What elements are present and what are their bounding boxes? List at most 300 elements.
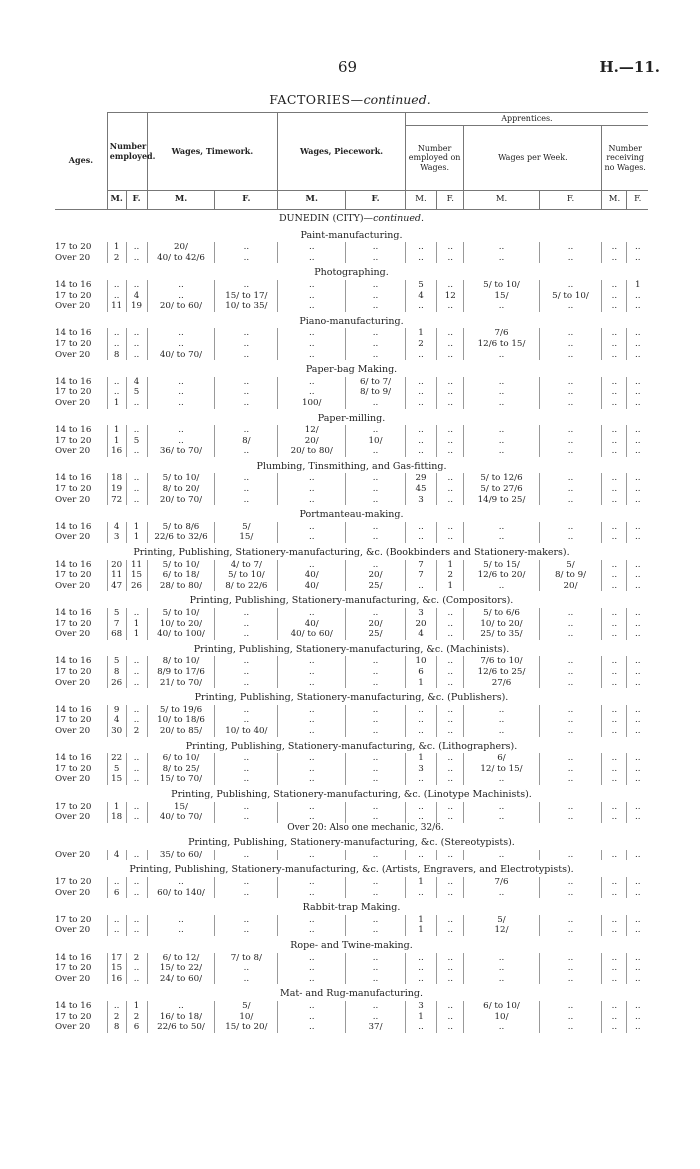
value-cell: ..: [627, 802, 648, 813]
value-cell: 5: [107, 764, 126, 775]
table-row: [55, 253, 648, 264]
age-cell: Over 20: [55, 397, 91, 408]
value-cell: 1: [405, 753, 436, 764]
value-cell: 15/: [464, 291, 539, 302]
table-row: [55, 667, 648, 678]
value-cell: ..: [464, 522, 539, 533]
value-cell: 20: [107, 560, 126, 571]
value-cell: ..: [126, 495, 147, 506]
value-cell: 9: [107, 705, 126, 716]
value-cell: ..: [602, 522, 627, 533]
value-cell: 1: [405, 925, 436, 936]
value-cell: ..: [464, 812, 539, 823]
value-cell: ..: [627, 495, 648, 506]
category-title: Printing, Publishing, Stationery-manufacturing, &c. (Bookbinders and Stationery-makers).: [133, 547, 570, 559]
value-cell: 15: [107, 774, 126, 785]
value-cell: ..: [602, 667, 627, 678]
value-cell: ..: [627, 715, 648, 726]
age-cell: 17 to 20: [55, 963, 92, 974]
value-cell: ..: [346, 850, 406, 861]
value-cell: 1: [627, 280, 648, 291]
value-cell: ..: [627, 291, 648, 302]
value-cell: ..: [278, 877, 346, 888]
value-cell: 2: [107, 1012, 126, 1023]
value-cell: ..: [346, 953, 406, 964]
value-cell: 14/9 to 25/: [464, 495, 539, 506]
value-cell: ..: [539, 1012, 602, 1023]
header-m: M.: [107, 191, 126, 210]
value-cell: ..: [602, 726, 627, 737]
age-cell: 17 to 20: [55, 666, 92, 677]
value-cell: ..: [346, 888, 406, 899]
page-title-main: FACTORIES—: [269, 92, 364, 107]
value-cell: ..: [602, 291, 627, 302]
value-cell: ..: [278, 1001, 346, 1012]
value-cell: 1: [405, 678, 436, 689]
table-row: [55, 495, 648, 506]
value-cell: ..: [107, 280, 126, 291]
value-cell: ..: [346, 253, 406, 264]
value-cell: ..: [346, 678, 406, 689]
value-cell: ..: [627, 377, 648, 388]
value-cell: ..: [405, 963, 436, 974]
value-cell: ..: [215, 705, 278, 716]
section-row: [55, 210, 648, 226]
value-cell: ..: [627, 1012, 648, 1023]
value-cell: ..: [464, 888, 539, 899]
header-f: F.: [437, 191, 464, 210]
value-cell: 1: [126, 629, 147, 640]
value-cell: ..: [278, 328, 346, 339]
value-cell: 7/ to 8/: [215, 953, 278, 964]
value-cell: 40/: [278, 570, 346, 581]
page-number: 69: [338, 58, 358, 76]
value-cell: ..: [437, 328, 464, 339]
header-ages: Ages.: [55, 113, 107, 210]
value-cell: ..: [602, 280, 627, 291]
category-row: [55, 360, 648, 377]
value-cell: 4/ to 7/: [215, 560, 278, 571]
value-cell: ..: [215, 350, 278, 361]
value-cell: 11: [107, 301, 126, 312]
value-cell: ..: [539, 667, 602, 678]
value-cell: ..: [346, 656, 406, 667]
age-cell: Over 20: [55, 494, 91, 505]
value-cell: 10/ to 18/6: [147, 715, 215, 726]
value-cell: ..: [346, 473, 406, 484]
value-cell: ..: [437, 495, 464, 506]
value-cell: ..: [627, 387, 648, 398]
value-cell: ..: [539, 253, 602, 264]
age-cell: Over 20: [55, 973, 91, 984]
age-cell: Over 20: [55, 580, 91, 591]
value-cell: ..: [437, 656, 464, 667]
value-cell: 6/: [464, 753, 539, 764]
value-cell: ..: [437, 301, 464, 312]
value-cell: ..: [278, 522, 346, 533]
table-row: [55, 1022, 648, 1033]
value-cell: ..: [602, 436, 627, 447]
value-cell: 8: [107, 1022, 126, 1033]
value-cell: 16: [107, 974, 126, 985]
table-row: [55, 280, 648, 291]
value-cell: ..: [437, 350, 464, 361]
value-cell: ..: [278, 1022, 346, 1033]
value-cell: ..: [539, 812, 602, 823]
value-cell: ..: [346, 242, 406, 253]
value-cell: ..: [147, 436, 215, 447]
value-cell: ..: [346, 974, 406, 985]
value-cell: ..: [602, 1022, 627, 1033]
value-cell: ..: [602, 608, 627, 619]
value-cell: 1: [405, 915, 436, 926]
value-cell: 1: [126, 1001, 147, 1012]
value-cell: 4: [405, 291, 436, 302]
age-cell: Over 20: [55, 301, 91, 312]
value-cell: 36/ to 70/: [147, 446, 215, 457]
value-cell: ..: [126, 925, 147, 936]
value-cell: ..: [126, 667, 147, 678]
value-cell: ..: [405, 242, 436, 253]
value-cell: ..: [147, 387, 215, 398]
category-row: [55, 984, 648, 1001]
value-cell: 25/: [346, 629, 406, 640]
value-cell: 1: [107, 425, 126, 436]
value-cell: ..: [437, 888, 464, 899]
category-title: Printing, Publishing, Stationery-manufacturing, &c. (Linotype Machinists).: [171, 788, 532, 800]
value-cell: 37/: [346, 1022, 406, 1033]
value-cell: ..: [437, 774, 464, 785]
value-cell: ..: [627, 726, 648, 737]
value-cell: ..: [539, 705, 602, 716]
value-cell: ..: [602, 446, 627, 457]
table-row: [55, 608, 648, 619]
value-cell: 60/ to 140/: [147, 888, 215, 899]
value-cell: ..: [464, 705, 539, 716]
table-row: [55, 425, 648, 436]
value-cell: ..: [464, 715, 539, 726]
age-cell: 17 to 20: [55, 484, 92, 495]
value-cell: ..: [437, 532, 464, 543]
value-cell: ..: [602, 678, 627, 689]
value-cell: ..: [147, 1001, 215, 1012]
value-cell: 1: [107, 398, 126, 409]
value-cell: 5: [107, 608, 126, 619]
value-cell: 6: [107, 888, 126, 899]
value-cell: 12/ to 15/: [464, 764, 539, 775]
value-cell: ..: [278, 726, 346, 737]
value-cell: ..: [437, 387, 464, 398]
age-cell: 17 to 20: [55, 290, 92, 301]
value-cell: ..: [437, 242, 464, 253]
value-cell: ..: [437, 253, 464, 264]
value-cell: ..: [107, 387, 126, 398]
value-cell: ..: [346, 398, 406, 409]
value-cell: 16/ to 18/: [147, 1012, 215, 1023]
age-cell: 17 to 20: [55, 435, 92, 446]
category-title: Printing, Publishing, Stationery-manufacturing, &c. (Machinists).: [193, 643, 510, 655]
age-cell: 14 to 16: [55, 608, 92, 618]
value-cell: ..: [627, 484, 648, 495]
page-title: [0, 92, 700, 107]
value-cell: ..: [405, 974, 436, 985]
value-cell: 5: [107, 656, 126, 667]
value-cell: ..: [602, 1001, 627, 1012]
age-cell: 17 to 20: [55, 763, 92, 774]
value-cell: ..: [278, 253, 346, 264]
value-cell: ..: [602, 560, 627, 571]
value-cell: ..: [627, 953, 648, 964]
age-cell: 17 to 20: [55, 1011, 92, 1022]
value-cell: ..: [437, 812, 464, 823]
value-cell: 5/ to 15/: [464, 560, 539, 571]
value-cell: ..: [437, 608, 464, 619]
category-title: Printing, Publishing, Stationery-manufacturing, &c. (Compositors).: [189, 595, 514, 607]
value-cell: 2: [126, 726, 147, 737]
table-row: [55, 915, 648, 926]
value-cell: ..: [126, 608, 147, 619]
value-cell: ..: [215, 678, 278, 689]
value-cell: 7: [405, 560, 436, 571]
value-cell: ..: [346, 753, 406, 764]
value-cell: ..: [627, 446, 648, 457]
value-cell: 26: [126, 581, 147, 592]
value-cell: 5/ to 19/6: [147, 705, 215, 716]
value-cell: 5: [126, 436, 147, 447]
header-apprentices-no-wages: Number receiving no Wages.: [602, 126, 648, 191]
value-cell: ..: [346, 446, 406, 457]
header-m: M.: [602, 191, 627, 210]
value-cell: ..: [278, 339, 346, 350]
value-cell: ..: [215, 629, 278, 640]
age-cell: 14 to 16: [55, 952, 92, 963]
value-cell: ..: [539, 377, 602, 388]
value-cell: ..: [278, 753, 346, 764]
value-cell: ..: [346, 280, 406, 291]
value-cell: ..: [405, 705, 436, 716]
value-cell: ..: [464, 301, 539, 312]
header-f: F.: [215, 191, 278, 210]
value-cell: ..: [437, 436, 464, 447]
value-cell: ..: [539, 387, 602, 398]
table-row: [55, 328, 648, 339]
value-cell: ..: [107, 328, 126, 339]
value-cell: 4: [405, 629, 436, 640]
value-cell: ..: [405, 387, 436, 398]
value-cell: ..: [215, 753, 278, 764]
value-cell: 8: [107, 667, 126, 678]
value-cell: ..: [437, 1012, 464, 1023]
value-cell: ..: [602, 705, 627, 716]
value-cell: 40/: [278, 619, 346, 630]
age-cell: Over 20: [55, 349, 91, 360]
value-cell: ..: [464, 350, 539, 361]
value-cell: ..: [539, 242, 602, 253]
value-cell: ..: [539, 888, 602, 899]
value-cell: ..: [147, 877, 215, 888]
table-row: [55, 570, 648, 581]
value-cell: ..: [278, 715, 346, 726]
value-cell: ..: [627, 774, 648, 785]
value-cell: ..: [215, 425, 278, 436]
value-cell: ..: [539, 495, 602, 506]
value-cell: 20/: [346, 570, 406, 581]
section-title-text: DUNEDIN (CITY)—: [278, 213, 374, 224]
value-cell: ..: [405, 398, 436, 409]
value-cell: ..: [278, 678, 346, 689]
value-cell: 7/6: [464, 877, 539, 888]
value-cell: ..: [602, 473, 627, 484]
value-cell: ..: [437, 705, 464, 716]
value-cell: ..: [346, 764, 406, 775]
value-cell: 4: [107, 522, 126, 533]
value-cell: ..: [405, 715, 436, 726]
value-cell: 3: [107, 532, 126, 543]
value-cell: ..: [627, 764, 648, 775]
value-cell: ..: [405, 425, 436, 436]
value-cell: ..: [215, 715, 278, 726]
value-cell: ..: [215, 484, 278, 495]
category-title: Paint-manufacturing.: [300, 229, 403, 241]
value-cell: ..: [405, 953, 436, 964]
value-cell: 1: [126, 532, 147, 543]
value-cell: 15: [107, 963, 126, 974]
value-cell: 10: [405, 656, 436, 667]
value-cell: 5/: [464, 915, 539, 926]
value-cell: 15: [126, 570, 147, 581]
value-cell: ..: [346, 726, 406, 737]
category-row: [55, 457, 648, 474]
value-cell: 1: [437, 560, 464, 571]
value-cell: ..: [602, 328, 627, 339]
value-cell: ..: [539, 484, 602, 495]
value-cell: ..: [539, 339, 602, 350]
value-cell: ..: [215, 877, 278, 888]
header-m: M.: [147, 191, 215, 210]
value-cell: ..: [346, 425, 406, 436]
value-cell: ..: [627, 753, 648, 764]
value-cell: ..: [107, 1001, 126, 1012]
value-cell: ..: [405, 581, 436, 592]
value-cell: ..: [464, 425, 539, 436]
value-cell: ..: [627, 560, 648, 571]
value-cell: ..: [278, 1012, 346, 1023]
value-cell: ..: [627, 877, 648, 888]
value-cell: ..: [107, 877, 126, 888]
table-row: [55, 1001, 648, 1012]
age-cell: 14 to 16: [55, 328, 92, 339]
value-cell: ..: [627, 619, 648, 630]
header-m: M.: [464, 191, 539, 210]
value-cell: ..: [278, 764, 346, 775]
value-cell: ..: [539, 280, 602, 291]
value-cell: ..: [126, 915, 147, 926]
header-m: M.: [278, 191, 346, 210]
value-cell: ..: [627, 888, 648, 899]
value-cell: ..: [126, 242, 147, 253]
value-cell: 10/: [464, 1012, 539, 1023]
category-title: Printing, Publishing, Stationery-manufacturing, &c. (Publishers).: [194, 692, 509, 704]
value-cell: 40/ to 70/: [147, 350, 215, 361]
value-cell: ..: [539, 436, 602, 447]
value-cell: ..: [126, 678, 147, 689]
value-cell: ..: [627, 1001, 648, 1012]
value-cell: ..: [126, 425, 147, 436]
value-cell: ..: [437, 629, 464, 640]
value-cell: ..: [627, 350, 648, 361]
value-cell: ..: [215, 280, 278, 291]
value-cell: 20/ to 70/: [147, 495, 215, 506]
value-cell: 3: [405, 495, 436, 506]
value-cell: ..: [539, 608, 602, 619]
category-row: [55, 898, 648, 915]
value-cell: ..: [346, 812, 406, 823]
value-cell: 68: [107, 629, 126, 640]
value-cell: ..: [602, 753, 627, 764]
value-cell: ..: [215, 608, 278, 619]
category-title: Printing, Publishing, Stationery-manufacturing, &c. (Lithographers).: [185, 740, 518, 752]
value-cell: 6/ to 7/: [346, 377, 406, 388]
value-cell: ..: [215, 398, 278, 409]
value-cell: ..: [346, 301, 406, 312]
value-cell: 8: [107, 350, 126, 361]
age-cell: 17 to 20: [55, 801, 92, 812]
value-cell: 6/ to 18/: [147, 570, 215, 581]
value-cell: ..: [215, 339, 278, 350]
value-cell: ..: [126, 339, 147, 350]
age-cell: 14 to 16: [55, 425, 92, 436]
value-cell: 7: [107, 619, 126, 630]
value-cell: ..: [602, 242, 627, 253]
value-cell: ..: [539, 350, 602, 361]
value-cell: ..: [464, 963, 539, 974]
age-cell: Over 20: [55, 774, 91, 785]
value-cell: ..: [215, 619, 278, 630]
value-cell: ..: [215, 812, 278, 823]
age-cell: 17 to 20: [55, 914, 92, 925]
value-cell: ..: [464, 774, 539, 785]
value-cell: ..: [147, 925, 215, 936]
value-cell: ..: [147, 280, 215, 291]
value-cell: ..: [539, 877, 602, 888]
value-cell: ..: [346, 495, 406, 506]
wages-table: [55, 112, 648, 1033]
note-row: [55, 823, 648, 834]
table-row: [55, 656, 648, 667]
value-cell: ..: [437, 850, 464, 861]
value-cell: ..: [464, 726, 539, 737]
value-cell: 5/: [539, 560, 602, 571]
value-cell: 26: [107, 678, 126, 689]
category-row: [55, 312, 648, 329]
value-cell: ..: [464, 446, 539, 457]
value-cell: ..: [602, 619, 627, 630]
value-cell: ..: [215, 495, 278, 506]
value-cell: ..: [126, 850, 147, 861]
value-cell: ..: [627, 629, 648, 640]
value-cell: ..: [539, 678, 602, 689]
value-cell: ..: [539, 764, 602, 775]
value-cell: ..: [602, 774, 627, 785]
value-cell: ..: [627, 1022, 648, 1033]
value-cell: 4: [107, 715, 126, 726]
value-cell: ..: [405, 726, 436, 737]
value-cell: ..: [539, 915, 602, 926]
value-cell: ..: [437, 963, 464, 974]
table-row: [55, 398, 648, 409]
value-cell: 8/9 to 17/6: [147, 667, 215, 678]
value-cell: 17: [107, 953, 126, 964]
